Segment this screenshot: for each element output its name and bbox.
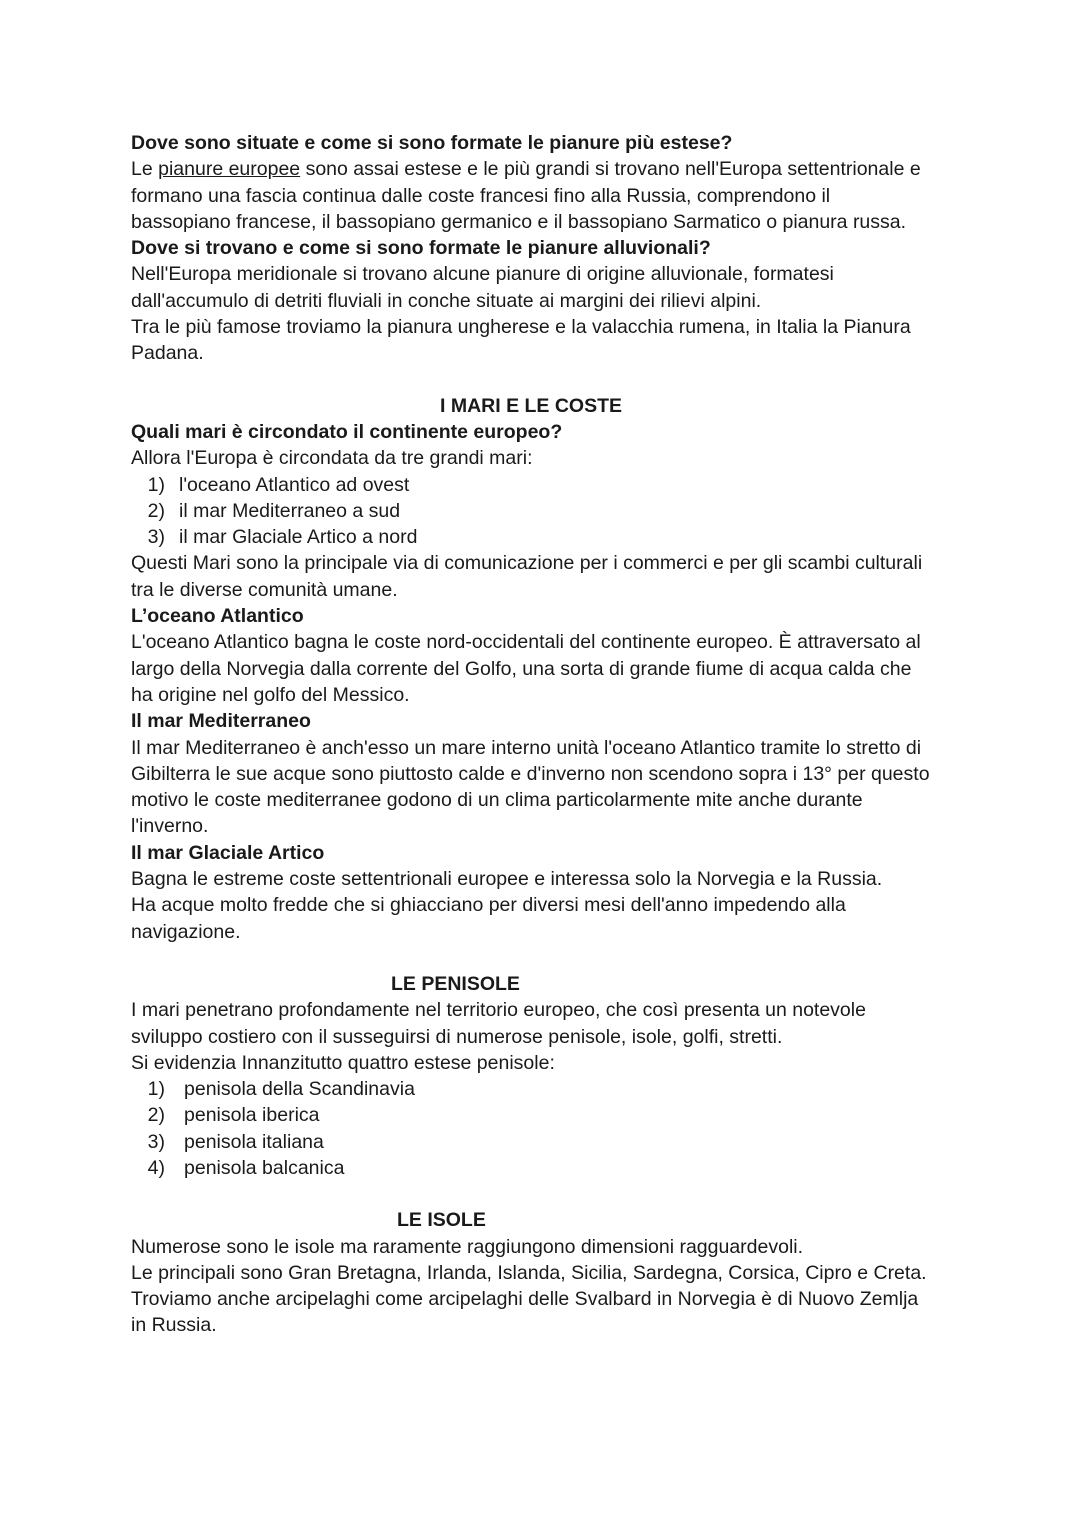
paragraph-line: Troviamo anche arcipelaghi come arcipelaghi delle Svalbard in Norvegia è di Nuovo Zemlja bbox=[131, 1288, 919, 1311]
paragraph-line: Si evidenzia Innanzitutto quattro estese penisole: bbox=[131, 1051, 555, 1074]
subheading-mediterraneo: Il mar Mediterraneo bbox=[131, 710, 311, 733]
list-text: penisola iberica bbox=[184, 1104, 320, 1127]
question-pianure-estese: Dove sono situate e come si sono formate le pianure più estese? bbox=[131, 132, 733, 154]
list-number: 2) bbox=[147, 499, 165, 522]
paragraph-line: Bagna le estreme coste settentrionali europee e interessa solo la Norvegia e la Russia. bbox=[131, 868, 883, 891]
section-title-penisole: LE PENISOLE bbox=[391, 972, 520, 995]
paragraph-line: Gibilterra le sue acque sono piuttosto calde e d'inverno non scendono sopra i 13° per questo bbox=[131, 762, 930, 785]
paragraph-line: Il mar Mediterraneo è anch'esso un mare interno unità l'oceano Atlantico tramite lo stretto di bbox=[131, 736, 922, 759]
answer-line: Nell'Europa meridionale si trovano alcune pianure di origine alluvionale, formatesi bbox=[131, 263, 834, 286]
list-number: 3) bbox=[147, 1130, 165, 1153]
answer-text: sono assai estese e le più grandi si trovano nell'Europa settentrionale e bbox=[300, 158, 921, 181]
section-title-isole: LE ISOLE bbox=[397, 1209, 486, 1232]
list-text: il mar Glaciale Artico a nord bbox=[179, 526, 418, 549]
paragraph-line: Ha acque molto fredde che si ghiacciano per diversi mesi dell'anno impedendo alla bbox=[131, 894, 846, 917]
paragraph-line: L'oceano Atlantico bagna le coste nord-occidentali del continente europeo. È attraversato al bbox=[131, 631, 921, 654]
paragraph-line: Numerose sono le isole ma raramente raggiungono dimensioni ragguardevoli. bbox=[131, 1235, 804, 1258]
paragraph-line: ha origine nel golfo del Messico. bbox=[131, 683, 410, 706]
list-item bbox=[131, 524, 961, 550]
mari-list bbox=[131, 472, 961, 551]
list-item bbox=[131, 1129, 961, 1155]
list-item bbox=[131, 1155, 961, 1181]
section-title-mari: I MARI E LE COSTE bbox=[440, 394, 623, 417]
list-text: l'oceano Atlantico ad ovest bbox=[179, 473, 410, 496]
list-number: 3) bbox=[147, 526, 165, 549]
paragraph-line: motivo le coste mediterranee godono di un clima particolarmente mite anche durante bbox=[131, 789, 863, 812]
answer-line: bassopiano francese, il bassopiano germanico e il bassopiano Sarmatico o pianura russa. bbox=[131, 210, 907, 233]
list-item bbox=[131, 1102, 961, 1128]
pianure-europee-link[interactable]: pianure europee bbox=[158, 158, 301, 181]
subheading-artico: Il mar Glaciale Artico bbox=[131, 841, 325, 864]
answer-pianure-estese bbox=[131, 156, 961, 182]
answer-line: dall'accumulo di detriti fluviali in conche situate ai margini dei rilievi alpini. bbox=[131, 289, 762, 312]
paragraph-line: Le principali sono Gran Bretagna, Irlanda, Islanda, Sicilia, Sardegna, Corsica, Cipro e Creta. bbox=[131, 1261, 927, 1284]
paragraph-line: sviluppo costiero con il susseguirsi di numerose penisole, isole, golfi, stretti. bbox=[131, 1025, 783, 1048]
document-page bbox=[131, 130, 961, 1339]
mari-intro: Allora l'Europa è circondata da tre grandi mari: bbox=[131, 447, 533, 470]
question-mari: Quali mari è circondato il continente europeo? bbox=[131, 420, 563, 443]
list-number: 2) bbox=[147, 1104, 165, 1127]
penisole-list bbox=[131, 1076, 961, 1181]
question-pianure-alluvionali: Dove si trovano e come si sono formate le pianure alluvionali? bbox=[131, 237, 711, 260]
paragraph-line: tra le diverse comunità umane. bbox=[131, 578, 398, 601]
answer-text: Le bbox=[131, 158, 159, 181]
list-number: 1) bbox=[147, 473, 165, 496]
answer-line: Tra le più famose troviamo la pianura ungherese e la valacchia rumena, in Italia la Pianura bbox=[131, 316, 911, 339]
paragraph-line: in Russia. bbox=[131, 1314, 217, 1337]
list-number: 4) bbox=[147, 1156, 165, 1179]
paragraph-line: I mari penetrano profondamente nel territorio europeo, che così presenta un notevole bbox=[131, 999, 866, 1022]
paragraph-line: Questi Mari sono la principale via di comunicazione per i commerci e per gli scambi culturali bbox=[131, 552, 923, 575]
list-text: penisola balcanica bbox=[184, 1156, 345, 1179]
list-text: penisola italiana bbox=[184, 1130, 324, 1153]
paragraph-line: navigazione. bbox=[131, 920, 241, 943]
list-item bbox=[131, 1076, 961, 1102]
answer-line: formano una fascia continua dalle coste francesi fino alla Russia, comprendono il bbox=[131, 184, 831, 207]
paragraph-line: l'inverno. bbox=[131, 815, 209, 838]
subheading-atlantico: L’oceano Atlantico bbox=[131, 605, 304, 628]
list-text: penisola della Scandinavia bbox=[184, 1078, 415, 1101]
list-item bbox=[131, 472, 961, 498]
list-item bbox=[131, 498, 961, 524]
list-number: 1) bbox=[147, 1078, 165, 1101]
paragraph-line: largo della Norvegia dalla corrente del Golfo, una sorta di grande fiume di acqua calda che bbox=[131, 657, 912, 680]
answer-line: Padana. bbox=[131, 342, 204, 365]
list-text: il mar Mediterraneo a sud bbox=[179, 499, 401, 522]
